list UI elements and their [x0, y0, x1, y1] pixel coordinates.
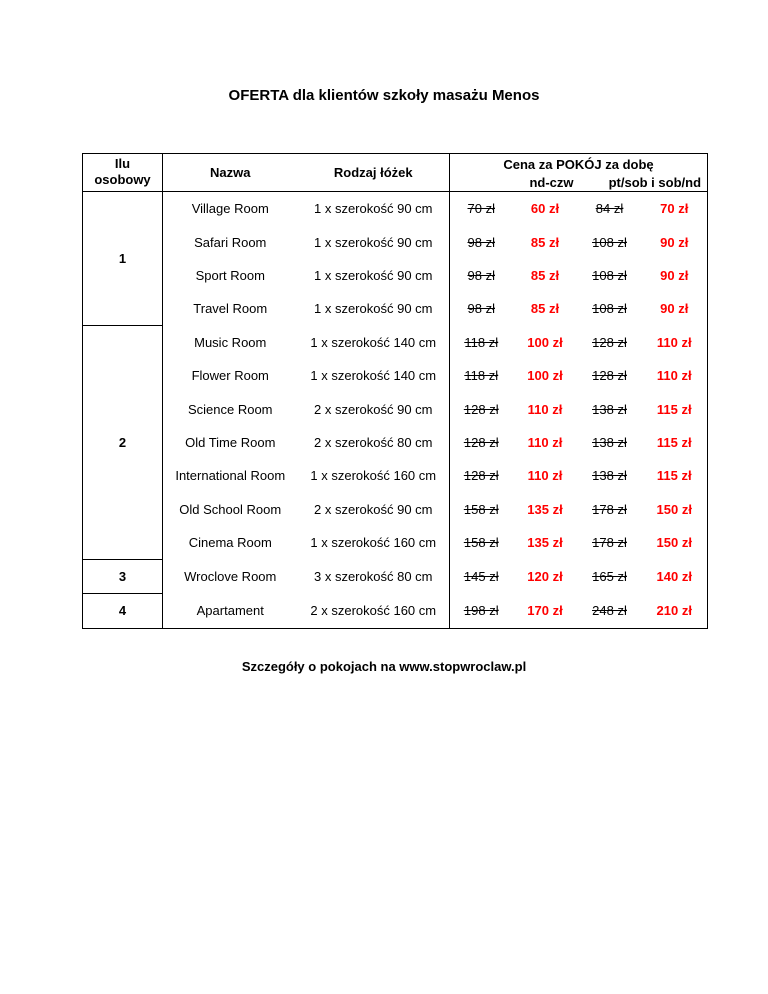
bed-type: 2 x szerokość 80 cm: [314, 434, 433, 450]
bed-type-cell: [298, 426, 450, 459]
weekday-old-price: 128 zł: [463, 468, 499, 484]
header-beds: Rodzaj łóżek: [298, 154, 450, 192]
weekend-new-price: 150 zł: [656, 501, 692, 517]
weekend-new-price-cell: [642, 594, 708, 628]
table-row: [83, 225, 708, 258]
bed-type: 1 x szerokość 140 cm: [310, 368, 437, 384]
weekday-new-price-cell: [513, 426, 578, 459]
bed-type: 2 x szerokość 160 cm: [310, 603, 437, 619]
room-name-cell: [163, 493, 298, 526]
weekend-new-price: 150 zł: [656, 535, 692, 551]
bed-type-cell: [298, 493, 450, 526]
weekday-new-price-cell: [513, 326, 578, 359]
weekday-old-price: 128 zł: [463, 401, 499, 417]
weekend-old-price: 165 zł: [592, 568, 627, 584]
weekend-new-price-cell: [642, 559, 708, 593]
weekday-old-price: 128 zł: [463, 434, 499, 450]
footer-note: Szczegóły o pokojach na www.stopwroclaw.pl: [241, 659, 527, 674]
header-price-group: Cena za POKÓJ za dobę: [450, 154, 708, 175]
weekend-old-price-cell: [578, 292, 642, 325]
header-persons: [83, 154, 163, 192]
weekday-old-price: 98 zł: [467, 267, 495, 283]
weekend-new-price: 90 zł: [660, 234, 689, 250]
weekday-new-price-cell: [513, 292, 578, 325]
weekday-new-price-cell: [513, 259, 578, 292]
weekday-new-price-cell: [513, 594, 578, 628]
table-row: [83, 559, 708, 593]
weekend-old-price-cell: [578, 594, 642, 628]
weekday-old-price: 198 zł: [463, 603, 499, 619]
weekend-old-price-cell: [578, 259, 642, 292]
weekend-old-price-cell: [578, 426, 642, 459]
weekend-new-price: 115 zł: [656, 434, 692, 450]
header-persons-line2: osobowy: [94, 172, 151, 187]
room-name: Apartament: [196, 603, 264, 619]
weekend-new-price: 115 zł: [656, 468, 692, 484]
weekday-new-price: 85 zł: [530, 234, 560, 250]
weekday-old-price: 145 zł: [463, 568, 499, 584]
weekday-old-price-cell: [450, 594, 513, 628]
bed-type: 1 x szerokość 90 cm: [314, 301, 433, 317]
bed-type-cell: [298, 292, 450, 325]
weekday-old-price: 118 zł: [464, 368, 499, 384]
weekday-old-price: 70 zł: [467, 201, 495, 217]
room-name-cell: [163, 426, 298, 459]
room-name-cell: [163, 559, 298, 593]
room-name: Old Time Room: [185, 434, 276, 450]
weekend-old-price-cell: [578, 192, 642, 226]
weekday-old-price-cell: [450, 459, 513, 492]
weekday-old-price-cell: [450, 292, 513, 325]
persons-cell: 4: [83, 594, 163, 628]
weekend-new-price: 140 zł: [656, 568, 692, 584]
room-name-cell: [163, 526, 298, 559]
weekend-new-price-cell: [642, 493, 708, 526]
weekday-new-price-cell: [513, 359, 578, 392]
table-row: [83, 426, 708, 459]
bed-type-cell: [298, 326, 450, 359]
table-row: [83, 326, 708, 359]
table-row: [83, 292, 708, 325]
weekend-old-price: 138 zł: [592, 434, 627, 450]
bed-type: 1 x szerokość 140 cm: [310, 334, 437, 350]
weekday-new-price: 60 zł: [530, 201, 560, 217]
room-name: Wroclove Room: [184, 568, 277, 584]
weekend-old-price: 138 zł: [592, 468, 627, 484]
bed-type: 2 x szerokość 90 cm: [314, 501, 433, 517]
weekend-new-price-cell: [642, 225, 708, 258]
weekend-new-price-cell: [642, 326, 708, 359]
weekend-new-price-cell: [642, 459, 708, 492]
weekday-new-price-cell: [513, 559, 578, 593]
weekend-old-price: 128 zł: [592, 368, 627, 384]
room-name: Village Room: [191, 201, 269, 217]
weekday-old-price-cell: [450, 326, 513, 359]
weekday-new-price: 85 zł: [530, 301, 560, 317]
weekday-old-price-cell: [450, 359, 513, 392]
weekend-old-price: 178 zł: [592, 501, 627, 517]
room-name: International Room: [175, 468, 286, 484]
weekend-new-price: 90 zł: [660, 301, 689, 317]
room-name-cell: [163, 259, 298, 292]
weekday-new-price-cell: [513, 225, 578, 258]
weekday-old-price-cell: [450, 259, 513, 292]
weekend-old-price: 108 zł: [592, 301, 627, 317]
room-name-cell: [163, 594, 298, 628]
bed-type-cell: [298, 225, 450, 258]
bed-type: 1 x szerokość 160 cm: [310, 535, 437, 551]
room-name-cell: [163, 326, 298, 359]
bed-type-cell: [298, 526, 450, 559]
table-row: [83, 392, 708, 425]
weekend-old-price: 84 zł: [595, 201, 624, 217]
bed-type-cell: [298, 594, 450, 628]
persons-cell: 1: [83, 192, 163, 326]
room-name: Music Room: [194, 334, 267, 350]
weekday-old-price-cell: [450, 559, 513, 593]
weekend-old-price-cell: [578, 359, 642, 392]
weekend-old-price-cell: [578, 392, 642, 425]
weekend-old-price: 248 zł: [592, 603, 627, 619]
weekday-old-price-cell: [450, 426, 513, 459]
weekday-new-price: 120 zł: [527, 568, 563, 584]
table-row: [83, 594, 708, 628]
bed-type-cell: [298, 359, 450, 392]
weekday-old-price: 158 zł: [463, 535, 499, 551]
price-table: [82, 153, 708, 629]
weekend-old-price-cell: [578, 559, 642, 593]
weekday-old-price-cell: [450, 526, 513, 559]
room-name-cell: [163, 392, 298, 425]
room-name: Safari Room: [194, 234, 267, 250]
weekend-old-price: 138 zł: [592, 401, 627, 417]
room-name: Science Room: [187, 401, 273, 417]
bed-type-cell: [298, 192, 450, 226]
header-persons-line1: Ilu: [114, 156, 131, 171]
weekend-new-price-cell: [642, 292, 708, 325]
bed-type: 3 x szerokość 80 cm: [314, 568, 433, 584]
weekday-new-price: 110 zł: [527, 434, 563, 450]
weekend-new-price-cell: [642, 426, 708, 459]
weekend-old-price-cell: [578, 526, 642, 559]
room-name: Sport Room: [195, 267, 265, 283]
weekend-old-price: 128 zł: [592, 334, 627, 350]
room-name-cell: [163, 225, 298, 258]
weekday-old-price-cell: [450, 392, 513, 425]
header-weekend: pt/sob i sob/nd: [578, 174, 708, 192]
weekday-old-price-cell: [450, 192, 513, 226]
persons-cell: 3: [83, 559, 163, 593]
bed-type-cell: [298, 559, 450, 593]
bed-type: 1 x szerokość 90 cm: [314, 201, 433, 217]
persons-cell: 2: [83, 326, 163, 560]
room-name: Cinema Room: [188, 535, 272, 551]
weekday-new-price: 110 zł: [527, 468, 563, 484]
table-row: [83, 259, 708, 292]
weekend-new-price-cell: [642, 526, 708, 559]
weekday-old-price-cell: [450, 225, 513, 258]
room-name-cell: [163, 292, 298, 325]
weekend-old-price-cell: [578, 326, 642, 359]
weekday-old-price: 118 zł: [464, 334, 499, 350]
table-row: [83, 192, 708, 226]
table-row: [83, 493, 708, 526]
weekend-new-price-cell: [642, 192, 708, 226]
room-name: Travel Room: [193, 301, 268, 317]
weekend-old-price-cell: [578, 459, 642, 492]
bed-type-cell: [298, 259, 450, 292]
table-row: [83, 359, 708, 392]
weekday-old-price: 98 zł: [467, 234, 495, 250]
weekend-new-price: 210 zł: [656, 603, 692, 619]
bed-type: 1 x szerokość 90 cm: [314, 267, 433, 283]
weekend-old-price-cell: [578, 225, 642, 258]
weekend-new-price: 110 zł: [656, 368, 692, 384]
weekday-new-price-cell: [513, 493, 578, 526]
weekday-new-price: 85 zł: [530, 267, 560, 283]
room-name: Old School Room: [179, 501, 282, 517]
header-name: Nazwa: [163, 154, 298, 192]
room-name-cell: [163, 459, 298, 492]
weekday-new-price-cell: [513, 459, 578, 492]
header-weekday: nd-czw: [450, 174, 578, 192]
weekend-new-price-cell: [642, 259, 708, 292]
room-name: Flower Room: [191, 368, 269, 384]
weekday-new-price: 100 zł: [527, 334, 563, 350]
weekend-new-price: 90 zł: [660, 267, 689, 283]
bed-type: 2 x szerokość 90 cm: [314, 401, 433, 417]
table-row: [83, 526, 708, 559]
weekend-new-price-cell: [642, 359, 708, 392]
weekday-new-price-cell: [513, 526, 578, 559]
room-name-cell: [163, 192, 298, 226]
weekend-old-price: 108 zł: [592, 267, 627, 283]
bed-type: 1 x szerokość 90 cm: [314, 234, 433, 250]
weekday-old-price: 158 zł: [463, 501, 499, 517]
bed-type-cell: [298, 459, 450, 492]
weekday-old-price: 98 zł: [467, 301, 495, 317]
weekend-new-price: 110 zł: [656, 334, 692, 350]
bed-type: 1 x szerokość 160 cm: [310, 468, 437, 484]
weekend-old-price: 108 zł: [592, 234, 627, 250]
weekend-new-price-cell: [642, 392, 708, 425]
weekend-old-price-cell: [578, 493, 642, 526]
table-row: [83, 459, 708, 492]
bed-type-cell: [298, 392, 450, 425]
weekday-old-price-cell: [450, 493, 513, 526]
weekday-new-price: 110 zł: [527, 401, 563, 417]
room-name-cell: [163, 359, 298, 392]
weekday-new-price: 135 zł: [527, 501, 563, 517]
weekend-new-price: 70 zł: [660, 201, 689, 217]
weekday-new-price-cell: [513, 392, 578, 425]
weekend-old-price: 178 zł: [592, 535, 627, 551]
weekday-new-price: 135 zł: [527, 535, 563, 551]
weekend-new-price: 115 zł: [656, 401, 692, 417]
weekday-new-price: 170 zł: [527, 603, 563, 619]
page-title: OFERTA dla klientów szkoły masażu Menos: [228, 87, 540, 104]
weekday-new-price-cell: [513, 192, 578, 226]
weekday-new-price: 100 zł: [527, 368, 563, 384]
